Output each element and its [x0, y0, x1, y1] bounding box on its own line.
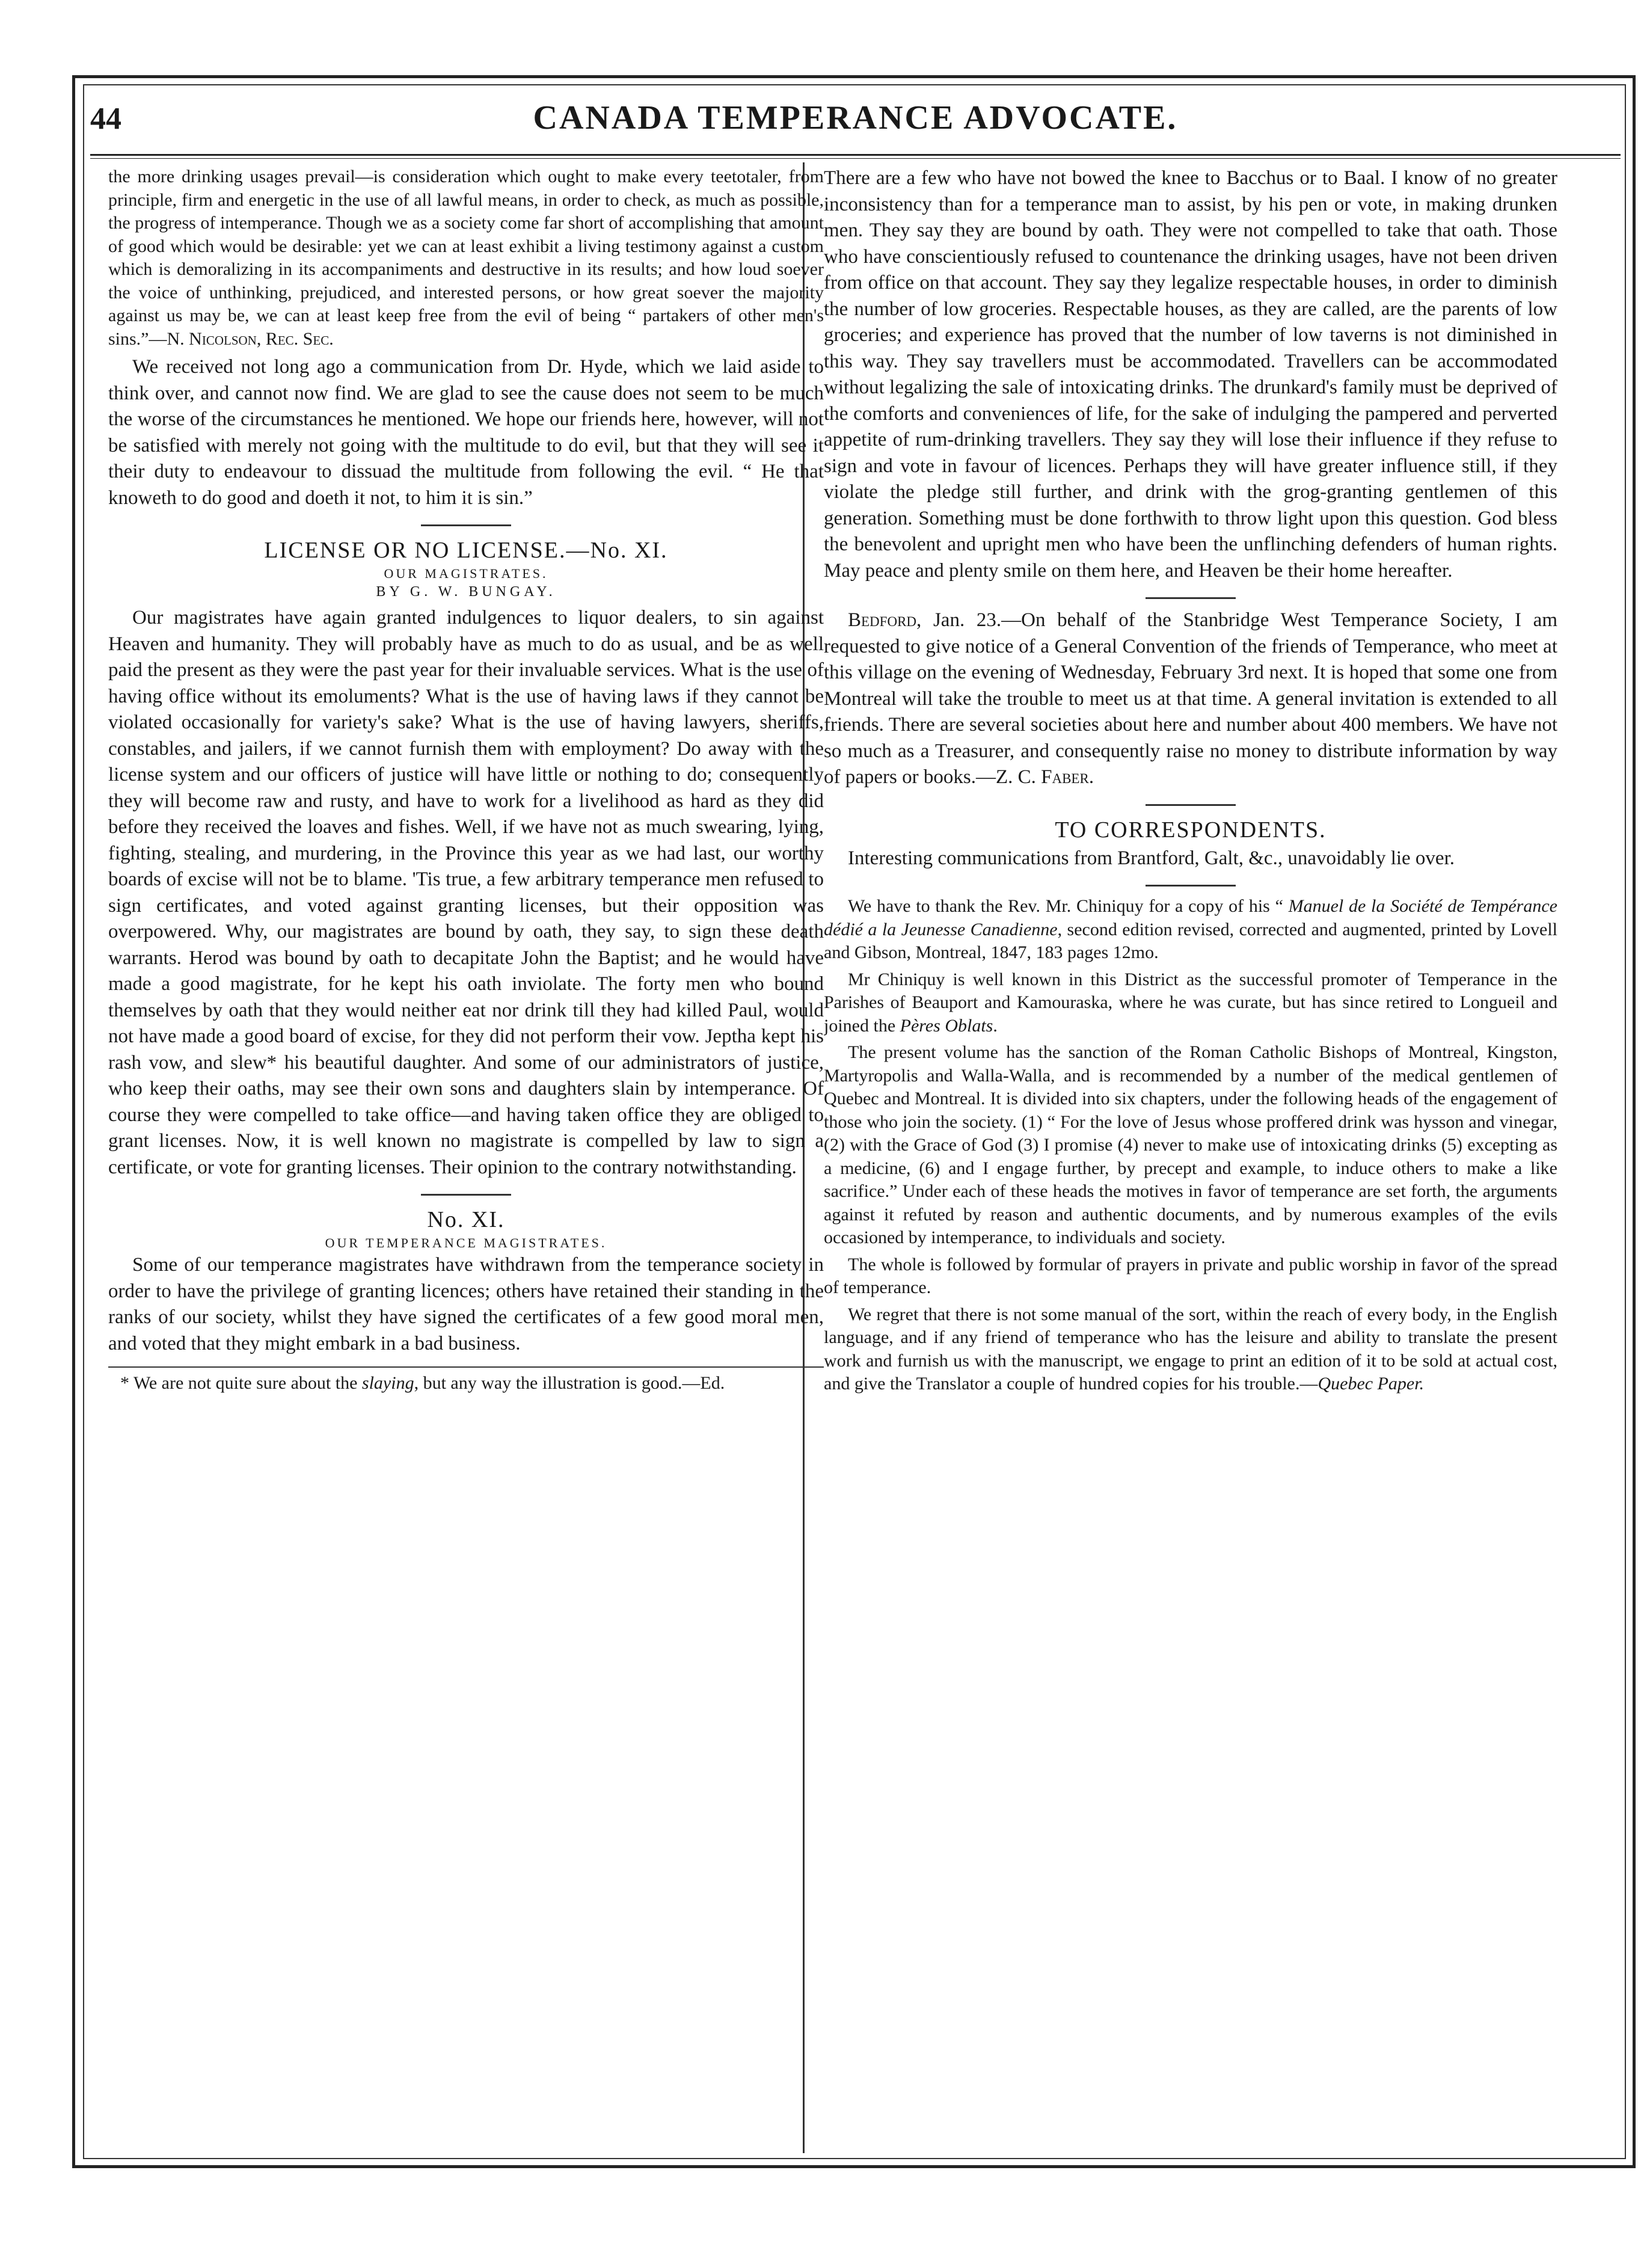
section-title-correspondents: TO CORRESPONDENTS. [1055, 817, 1327, 843]
page-header [90, 90, 1621, 150]
right-paragraph-correspondents: Interesting communications from Brantford, Galt, &c., unavoidably lie over. [848, 847, 1455, 869]
section-title-license: LICENSE OR NO LICENSE.—No. XI. [264, 538, 668, 563]
section-rule [1146, 597, 1236, 599]
section-rule [1146, 885, 1236, 887]
left-paragraph-1: the more drinking usages prevail—is consideration which ought to make every teetotaler, from principle, firm and energetic in the use of all lawful means, in order to check, as much as possible, the progress of intemperance. Though we as a society come far short of accomplishing that amount of good which would be desirable: yet we can at least exhibit a living testimony against a custom which is demoralizing in its accompaniments and destructive in its results; and how loud soever the voice of unthinking, prejudiced, and interested persons, or how great soever the majority against us may be, we can at least keep free from the evil of being “ partakers of other men's sins.”—N. Nicolson, Rec. Sec. [108, 167, 824, 349]
running-title: CANADA TEMPERANCE ADVOCATE. [533, 99, 1178, 137]
right-signature-faber: Z. C. Faber. [995, 766, 1094, 788]
right-paragraph-regret: We regret that there is not some manual of the sort, within the reach of every body, in the English language, and if any friend of temperance who has the leisure and ability to translate the present work and furnish us with the manuscript, we engage to print an edition of it to be sold at actual cost, and give the Translator a couple of hundred copies for his trouble.—Quebec Paper. [824, 1304, 1557, 1394]
section-byline: BY G. W. BUNGAY. [376, 584, 556, 600]
header-rule [90, 154, 1621, 159]
right-paragraph-volume: The present volume has the sanction of the Roman Catholic Bishops of Montreal, Kingston, Martyropolis and Walla-Walla, and is recommended by a number of the medical gentlemen of Quebec and Montreal. It is divided into six chapters, under the following heads of the engagement of those who join the society. (1) “ For the love of Jesus whose proffered drink was hysson and vinegar, (2) with the Grace of God (3) I promise (4) never to make use of intoxicating drinks (5) excepting as a medicine, (6) and I engage further, by precept and example, to induce others to make a like sacrifice.” Under each of these heads the motives in favor of temperance are set forth, the arguments against it refuted by reason and authentic documents, and by numerous examples of the evils occasioned by intemperance, to individuals and society. [824, 1042, 1557, 1247]
section-rule [421, 524, 511, 526]
left-paragraph-2: We received not long ago a communication from Dr. Hyde, which we laid aside to think over, and cannot now find. We are glad to see the cause does not seem to be much the worse of the circumstances he mentioned. We hope our friends here, however, will not be satisfied with merely not going with the multitude to do evil, but that they will see it their duty to endeavour to dissuad the multitude from following the evil. “ He that knoweth to do good and doeth it not, to him it is sin.” [108, 356, 824, 509]
right-paragraph-1: There are a few who have not bowed the knee to Bacchus or to Baal. I know of no greater inconsistency than for a temperance man to assist, by his pen or vote, in making drunken men. They say they are bound by oath. They were not compelled to take that oath. Those who have conscientiously refused to countenance the drinking usages, have not been driven from office on that account. They say they legalize respectable houses, in order to diminish the number of low groceries. Respectable houses, as they are called, are the parents of low groceries; and experience has proved that the number of low taverns is not diminished in this way. They say travellers must be accommodated. Travellers can be accommodated without legalizing the sale of intoxicating drinks. The drunkard's family must be deprived of the comforts and conveniences of life, for the sake of indulging the pampered and perverted appetite of rum-drinking travellers. They say they will lose their influence if they refuse to sign and vote in favour of licences. Perhaps they will have greater influence still, if they violate the pledge still further, and drink with the grog-granting gentlemen of this generation. Something must be done forthwith to throw light upon this question. God bless the benevolent and upright men who have been the unflinching defenders of human rights. May peace and plenty smile on them here, and Heaven be their home hereafter. [824, 167, 1557, 582]
section-subtitle-temperance-magistrates: OUR TEMPERANCE MAGISTRATES. [325, 1235, 607, 1250]
right-paragraph-chiniquy: We have to thank the Rev. Mr. Chiniquy for a copy of his “ Manuel de la Société de Tempérance dédié a la Jeunesse Canadienne, second edition revised, corrected and augmented, printed by Lovell and Gibson, Montreal, 1847, 183 pages 12mo. [824, 896, 1557, 962]
right-paragraph-chiniquy-2: Mr Chiniquy is well known in this District as the successful promoter of Temperance in the Parishes of Beauport and Kamouraska, where he was curate, but has since retired to Longueil and joined the Pères Oblats. [824, 969, 1557, 1036]
section-title-no-xi: No. XI. [427, 1207, 505, 1232]
footnote-rule [108, 1366, 824, 1368]
right-paragraph-bedford: Bedford, Jan. 23.—On behalf of the Stanbridge West Temperance Society, I am requested to give notice of a General Convention of the friends of Temperance, who meet at this village on the evening of Wednesday, February 3rd next. It is hoped that some one from Montreal will take the trouble to meet us at that time. A general invitation is extended to all friends. There are several societies about here and number about 400 members. We have not so much as a Treasurer, and consequently raise no money to distribute information by way of papers or books.—Z. C. Faber. [824, 609, 1557, 788]
page-number: 44 [90, 102, 121, 136]
left-signature-nicolson: N. Nicolson, Rec. Sec. [167, 328, 334, 349]
left-paragraph-4: Some of our temperance magistrates have withdrawn from the temperance society in order to have the privilege of granting licences; others have retained their standing in the ranks of our society, whilst they have signed the certificates of a few good moral men, and voted that they might embark in a bad business. [108, 1254, 824, 1354]
section-rule [1146, 804, 1236, 806]
right-column [824, 165, 1557, 2138]
left-column [108, 165, 824, 2138]
section-subtitle-magistrates: OUR MAGISTRATES. [384, 566, 548, 581]
section-rule [421, 1194, 511, 1196]
footnote: * We are not quite sure about the slaying, but any way the illustration is good.—Ed. [120, 1373, 725, 1393]
right-paragraph-formular: The whole is followed by formular of prayers in private and public worship in favor of the spread of temperance. [824, 1254, 1557, 1297]
left-paragraph-3: Our magistrates have again granted indulgences to liquor dealers, to sin against Heaven and humanity. They will probably have as much to do as usual, and be as well paid the present as they were the past year for their invaluable services. What is the use of having office without its emoluments? What is the use of having laws if they cannot be violated occasionally for variety's sake? What is the use of having lawyers, sheriffs, constables, and jailers, if we cannot furnish them with employment? Do away with the license system and our officers of justice will have little or nothing to do; consequently they will become raw and rusty, and have to work for a livelihood as hard as they did before they received the loaves and fishes. Well, if we have not as much swearing, lying, fighting, stealing, and murdering, in the Province this year as we had last, our worthy boards of excise will not be to blame. 'Tis true, a few arbitrary temperance men refused to sign certificates, and voted against granting licenses, but their opposition was overpowered. Why, our magistrates are bound by oath, they say, to sign these death warrants. Herod was bound by oath to decapitate John the Baptist; and he would have made a good magistrate, for he kept his oath inviolate. The forty men who bound themselves by oath that they would neither eat nor drink till they had killed Paul, would not have made a good board of excise, for they did not perform their vow. Jeptha kept his rash vow, and slew* his beautiful daughter. And some of our administrators of justice, who keep their oaths, may see their own sons and daughters slain by intemperance. Of course they were compelled to take office—and having taken office they are obliged to grant licenses. Now, it is well known no magistrate is compelled by law to sign a certificate, or vote for granting licenses. Their opinion to the contrary notwithstanding. [108, 607, 824, 1178]
